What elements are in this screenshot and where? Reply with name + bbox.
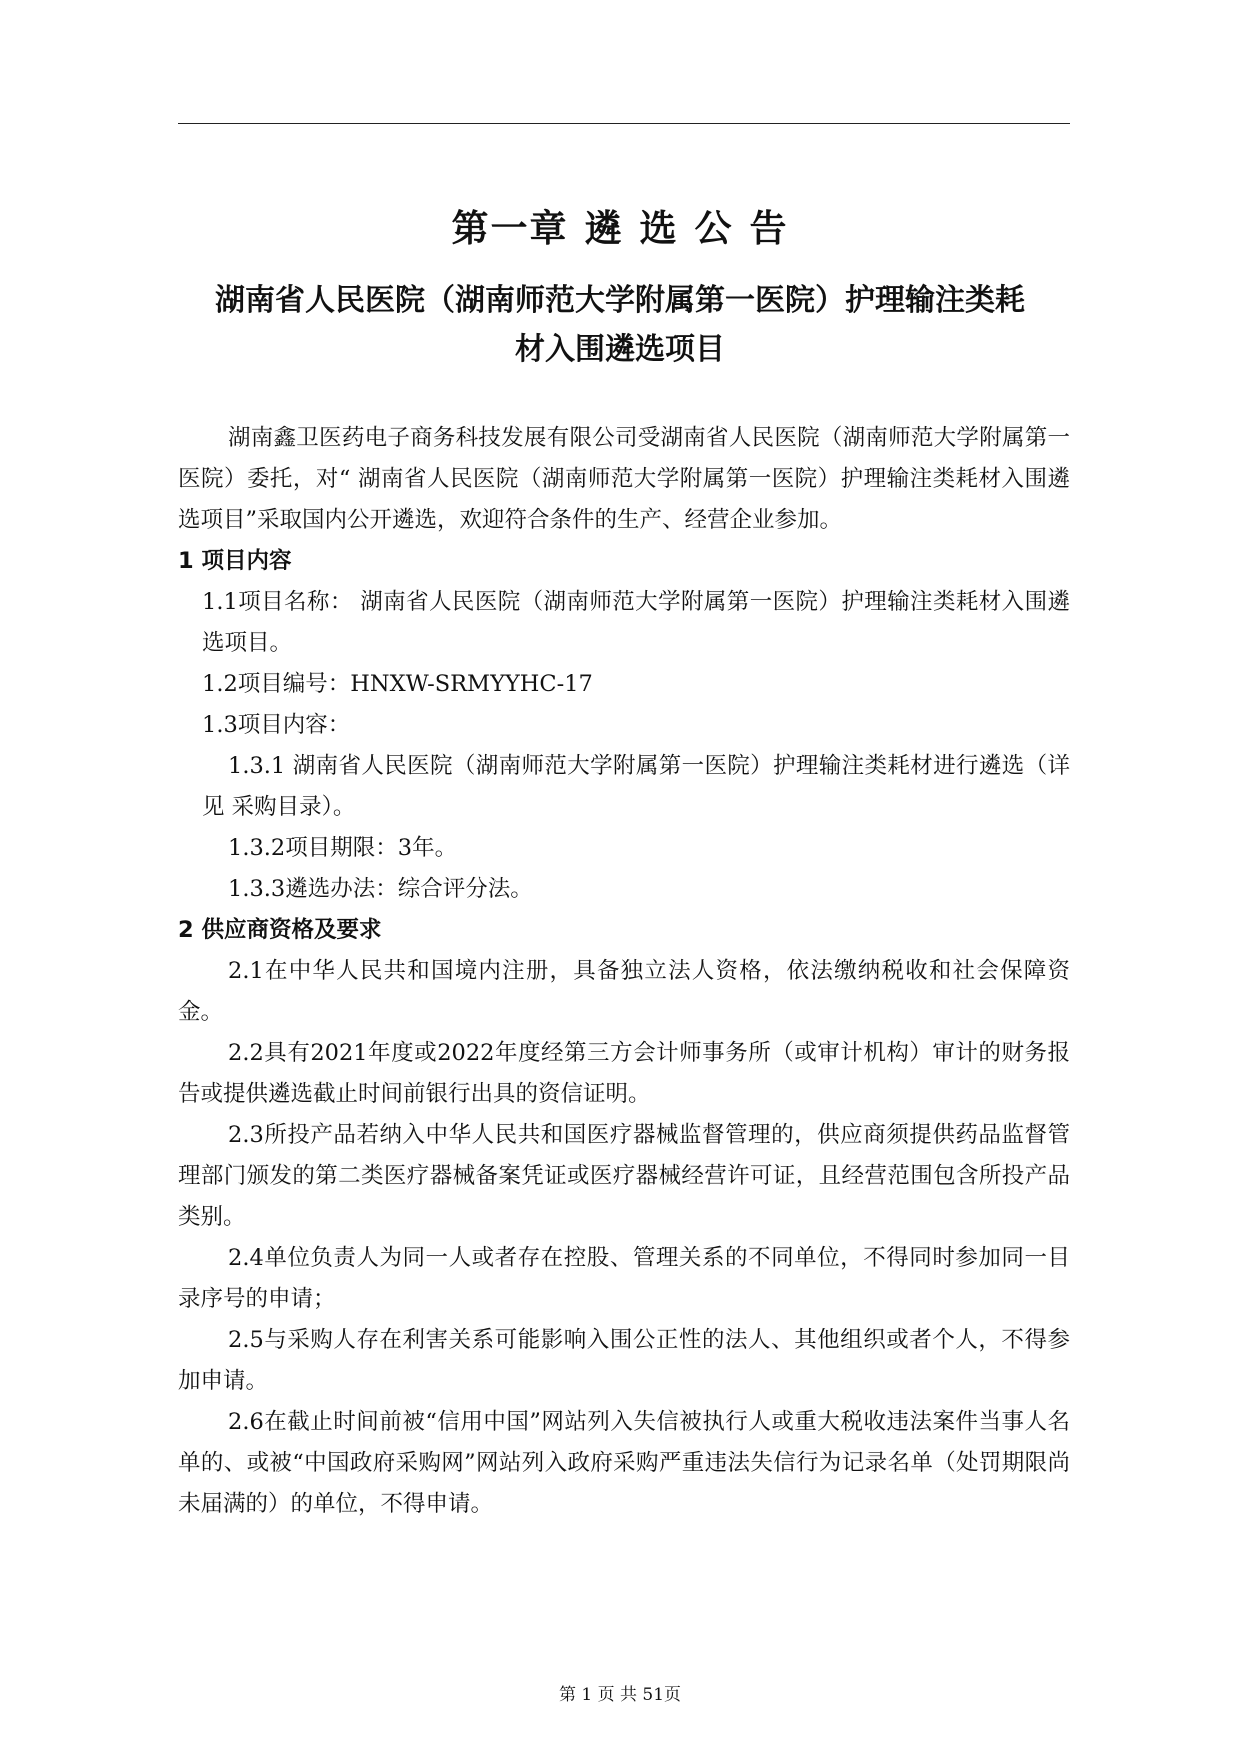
page-number: 第 1 页 共 51页 <box>558 1685 682 1705</box>
section-2-heading: 2 供应商资格及要求 <box>178 917 382 943</box>
item-2-6: 2.6在截止时间前被“信用中国”网站列入失信被执行人或重大税收违法案件当事人名单的、或被“中国政府采购网”网站列入政府采购严重违法失信行为记录名单（处罚期限尚未届满的）的单位，不得申请。 <box>178 1409 1070 1517</box>
chapter-title-word: 公 <box>694 207 734 250</box>
item-2-1: 2.1在中华人民共和国境内注册，具备独立法人资格，依法缴纳税收和社会保障资金。 <box>178 958 1070 1025</box>
project-title-line2: 材入围遴选项目 <box>515 332 725 367</box>
item-2-3: 2.3所投产品若纳入中华人民共和国医疗器械监督管理的，供应商须提供药品监督管理部门颁发的第二类医疗器械备案凭证或医疗器械经营许可证，且经营范围包含所投产品类别。 <box>178 1122 1070 1230</box>
intro-paragraph: 湖南鑫卫医药电子商务科技发展有限公司受湖南省人民医院（湖南师范大学附属第一医院）委托，对“ 湖南省人民医院（湖南师范大学附属第一医院）护理输注类耗材入围遴选项目”采取国内公开遴选，欢迎符合条件的生产、经营企业参加。 <box>178 425 1070 533</box>
chapter-title-word: 选 <box>639 207 679 250</box>
chapter-title <box>0 198 1240 252</box>
item-2-2: 2.2具有2021年度或2022年度经第三方会计师事务所（或审计机构）审计的财务报告或提供遴选截止时间前银行出具的资信证明。 <box>178 1040 1070 1107</box>
section-1-heading: 1 项目内容 <box>178 548 292 574</box>
chapter-title-word: 遴 <box>584 207 624 250</box>
item-2-5: 2.5与采购人存在利害关系可能影响入围公正性的法人、其他组织或者个人，不得参加申请。 <box>178 1327 1070 1394</box>
item-1-3-3: 1.3.3遴选办法：综合评分法。 <box>228 876 533 902</box>
chapter-title-word: 第一章 <box>451 207 569 250</box>
item-1-3-2: 1.3.2项目期限：3年。 <box>228 835 458 861</box>
item-2-4: 2.4单位负责人为同一人或者存在控股、管理关系的不同单位，不得同时参加同一目录序号的申请； <box>178 1245 1070 1312</box>
document-body <box>178 418 1070 1525</box>
item-1-3-1: 1.3.1 湖南省人民医院（湖南师范大学附属第一医院）护理输注类耗材进行遴选（详见 采购目录）。 <box>202 753 1070 820</box>
item-1-3: 1.3项目内容： <box>202 712 351 738</box>
project-title-line1: 湖南省人民医院（湖南师范大学附属第一医院）护理输注类耗 <box>215 283 1025 318</box>
header-rule <box>178 123 1070 124</box>
item-1-2: 1.2项目编号：HNXW-SRMYYHC-17 <box>202 671 593 697</box>
chapter-title-word: 告 <box>749 207 789 250</box>
item-1-1: 1.1项目名称： 湖南省人民医院（湖南师范大学附属第一医院）护理输注类耗材入围遴选项目。 <box>202 589 1070 656</box>
